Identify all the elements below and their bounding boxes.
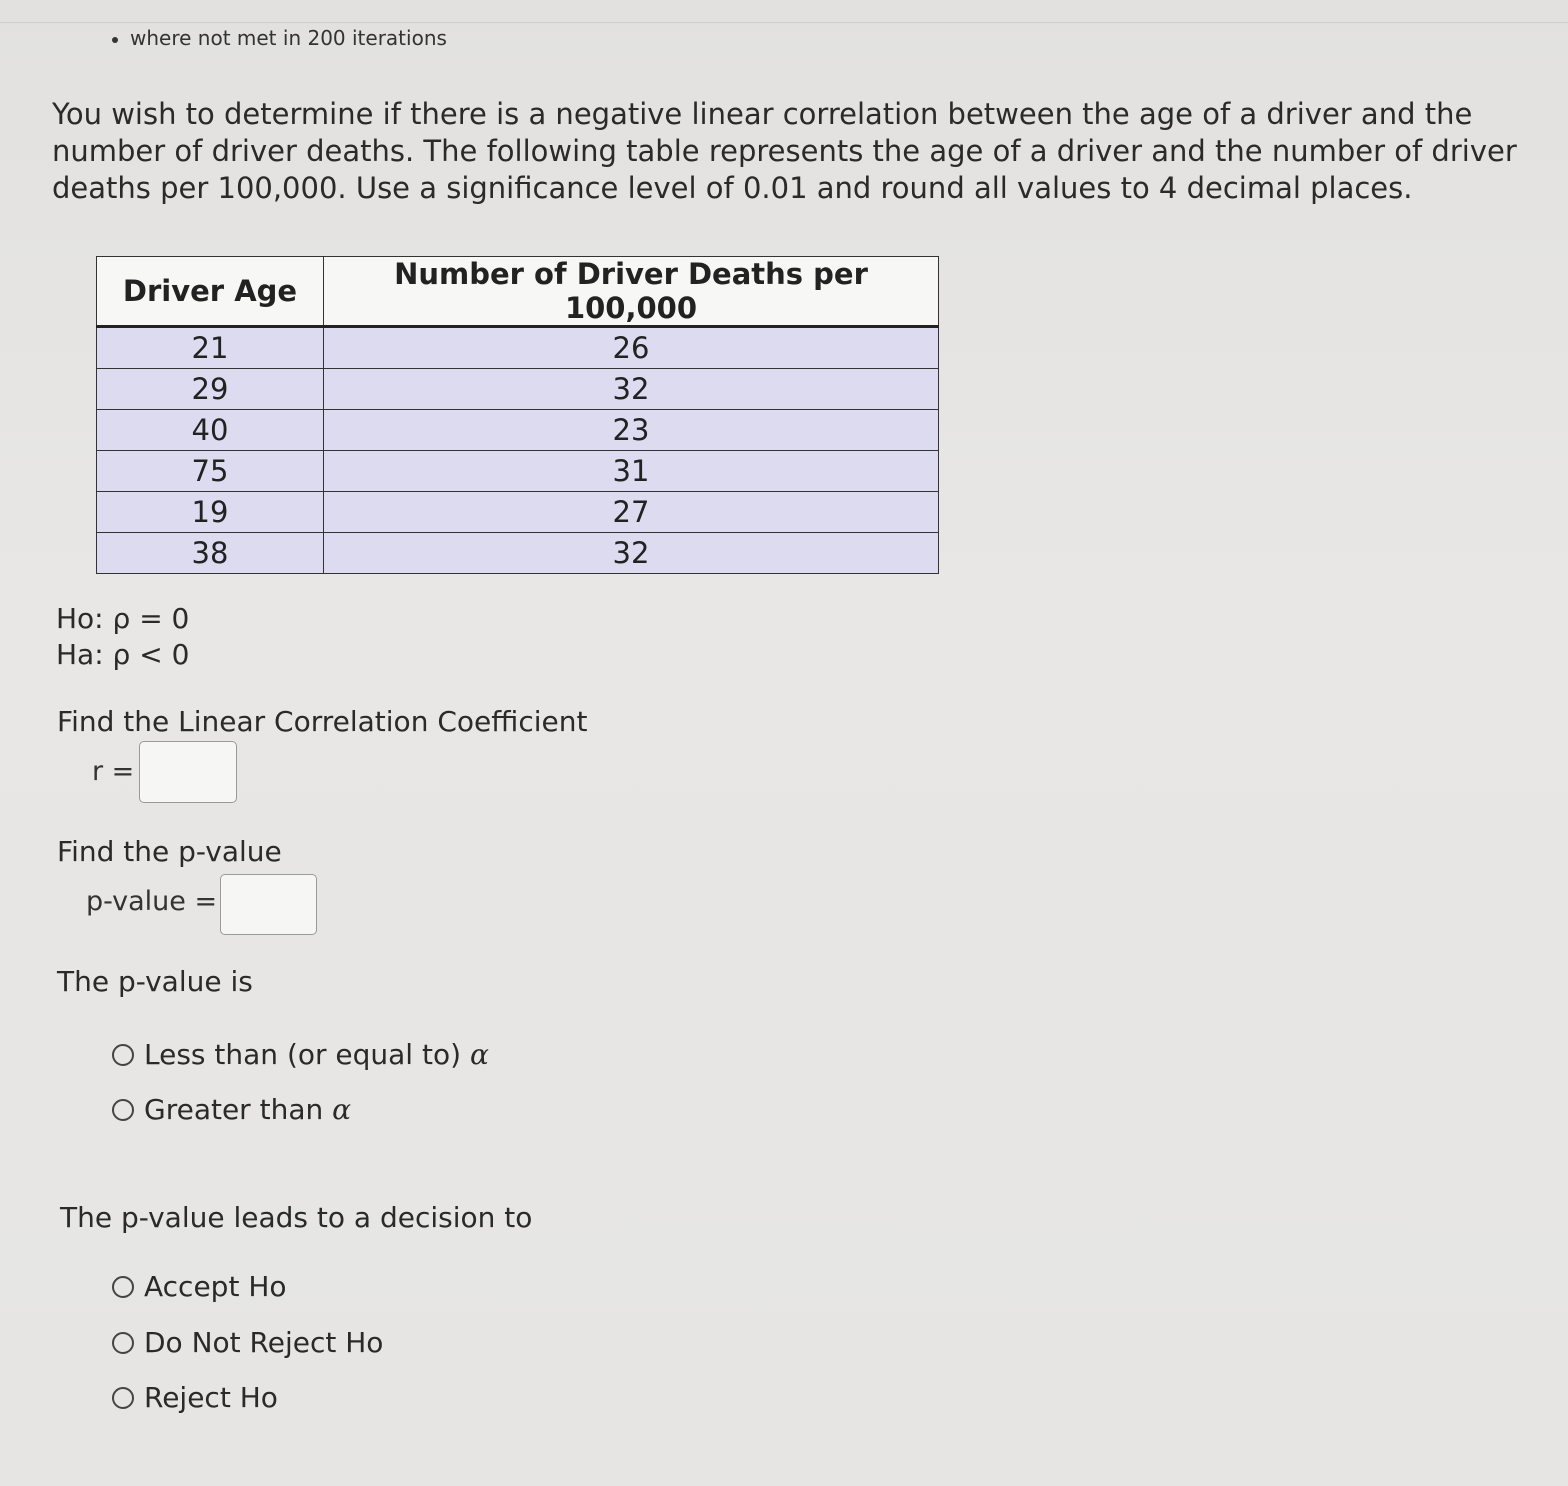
previous-note [112,26,447,50]
previous-note-text: where not met in 200 iterations [130,26,447,50]
radio-option-label: Less than (or equal to) [144,1038,462,1071]
pvalue-label: p-value = [86,886,218,917]
divider [0,22,1568,23]
radio-circle-icon[interactable] [112,1099,134,1121]
radio-option-label: Do Not Reject Ho [144,1326,384,1359]
alpha-symbol: α [332,1093,352,1126]
table-cell: 31 [324,451,939,492]
radio-option-less-than[interactable] [112,1038,489,1071]
table-header-age: Driver Age [97,257,324,327]
table-header-deaths: Number of Driver Deaths per 100,000 [324,257,939,327]
radio-option-label: Reject Ho [144,1381,278,1414]
radio-option-label: Greater than [144,1093,324,1126]
radio-option-greater-than[interactable] [112,1093,351,1126]
alternative-hypothesis: Ha: ρ < 0 [56,638,190,671]
correlation-heading: Find the Linear Correlation Coefficient [57,705,588,738]
table-row [97,533,939,574]
pvalue-heading: Find the p-value [57,835,282,868]
radio-option-do-not-reject-ho[interactable] [112,1326,383,1359]
null-hypothesis: Ho: ρ = 0 [56,602,190,635]
table-cell: 21 [97,327,324,369]
table-row [97,492,939,533]
alpha-symbol: α [469,1038,489,1071]
table-row [97,410,939,451]
table-row [97,327,939,369]
table-header-row [97,257,939,327]
table-cell: 23 [324,410,939,451]
table-cell: 26 [324,327,939,369]
radio-circle-icon[interactable] [112,1332,134,1354]
radio-option-label: Accept Ho [144,1270,287,1303]
r-input[interactable] [139,741,237,803]
r-label: r = [92,756,135,787]
radio-circle-icon[interactable] [112,1387,134,1409]
decision-heading: The p-value leads to a decision to [60,1201,533,1234]
radio-option-reject-ho[interactable] [112,1381,278,1414]
table-row [97,369,939,410]
data-table [96,256,939,574]
comparison-heading: The p-value is [57,965,253,998]
table-cell: 32 [324,369,939,410]
question-text: You wish to determine if there is a negative linear correlation between the age of a driver and the number of driver deaths. The following table represents the age of a driver and the number of driver deaths per 100,000. Use a significance level of 0.01 and round all values to 4 decimal places. [52,97,1517,205]
table-cell: 75 [97,451,324,492]
table-cell: 27 [324,492,939,533]
radio-circle-icon[interactable] [112,1276,134,1298]
table-row [97,451,939,492]
bullet-icon [112,37,118,43]
radio-circle-icon[interactable] [112,1044,134,1066]
pvalue-input[interactable] [220,874,317,935]
table-cell: 32 [324,533,939,574]
table-cell: 19 [97,492,324,533]
radio-option-accept-ho[interactable] [112,1270,287,1303]
table-cell: 38 [97,533,324,574]
table-cell: 40 [97,410,324,451]
table-cell: 29 [97,369,324,410]
